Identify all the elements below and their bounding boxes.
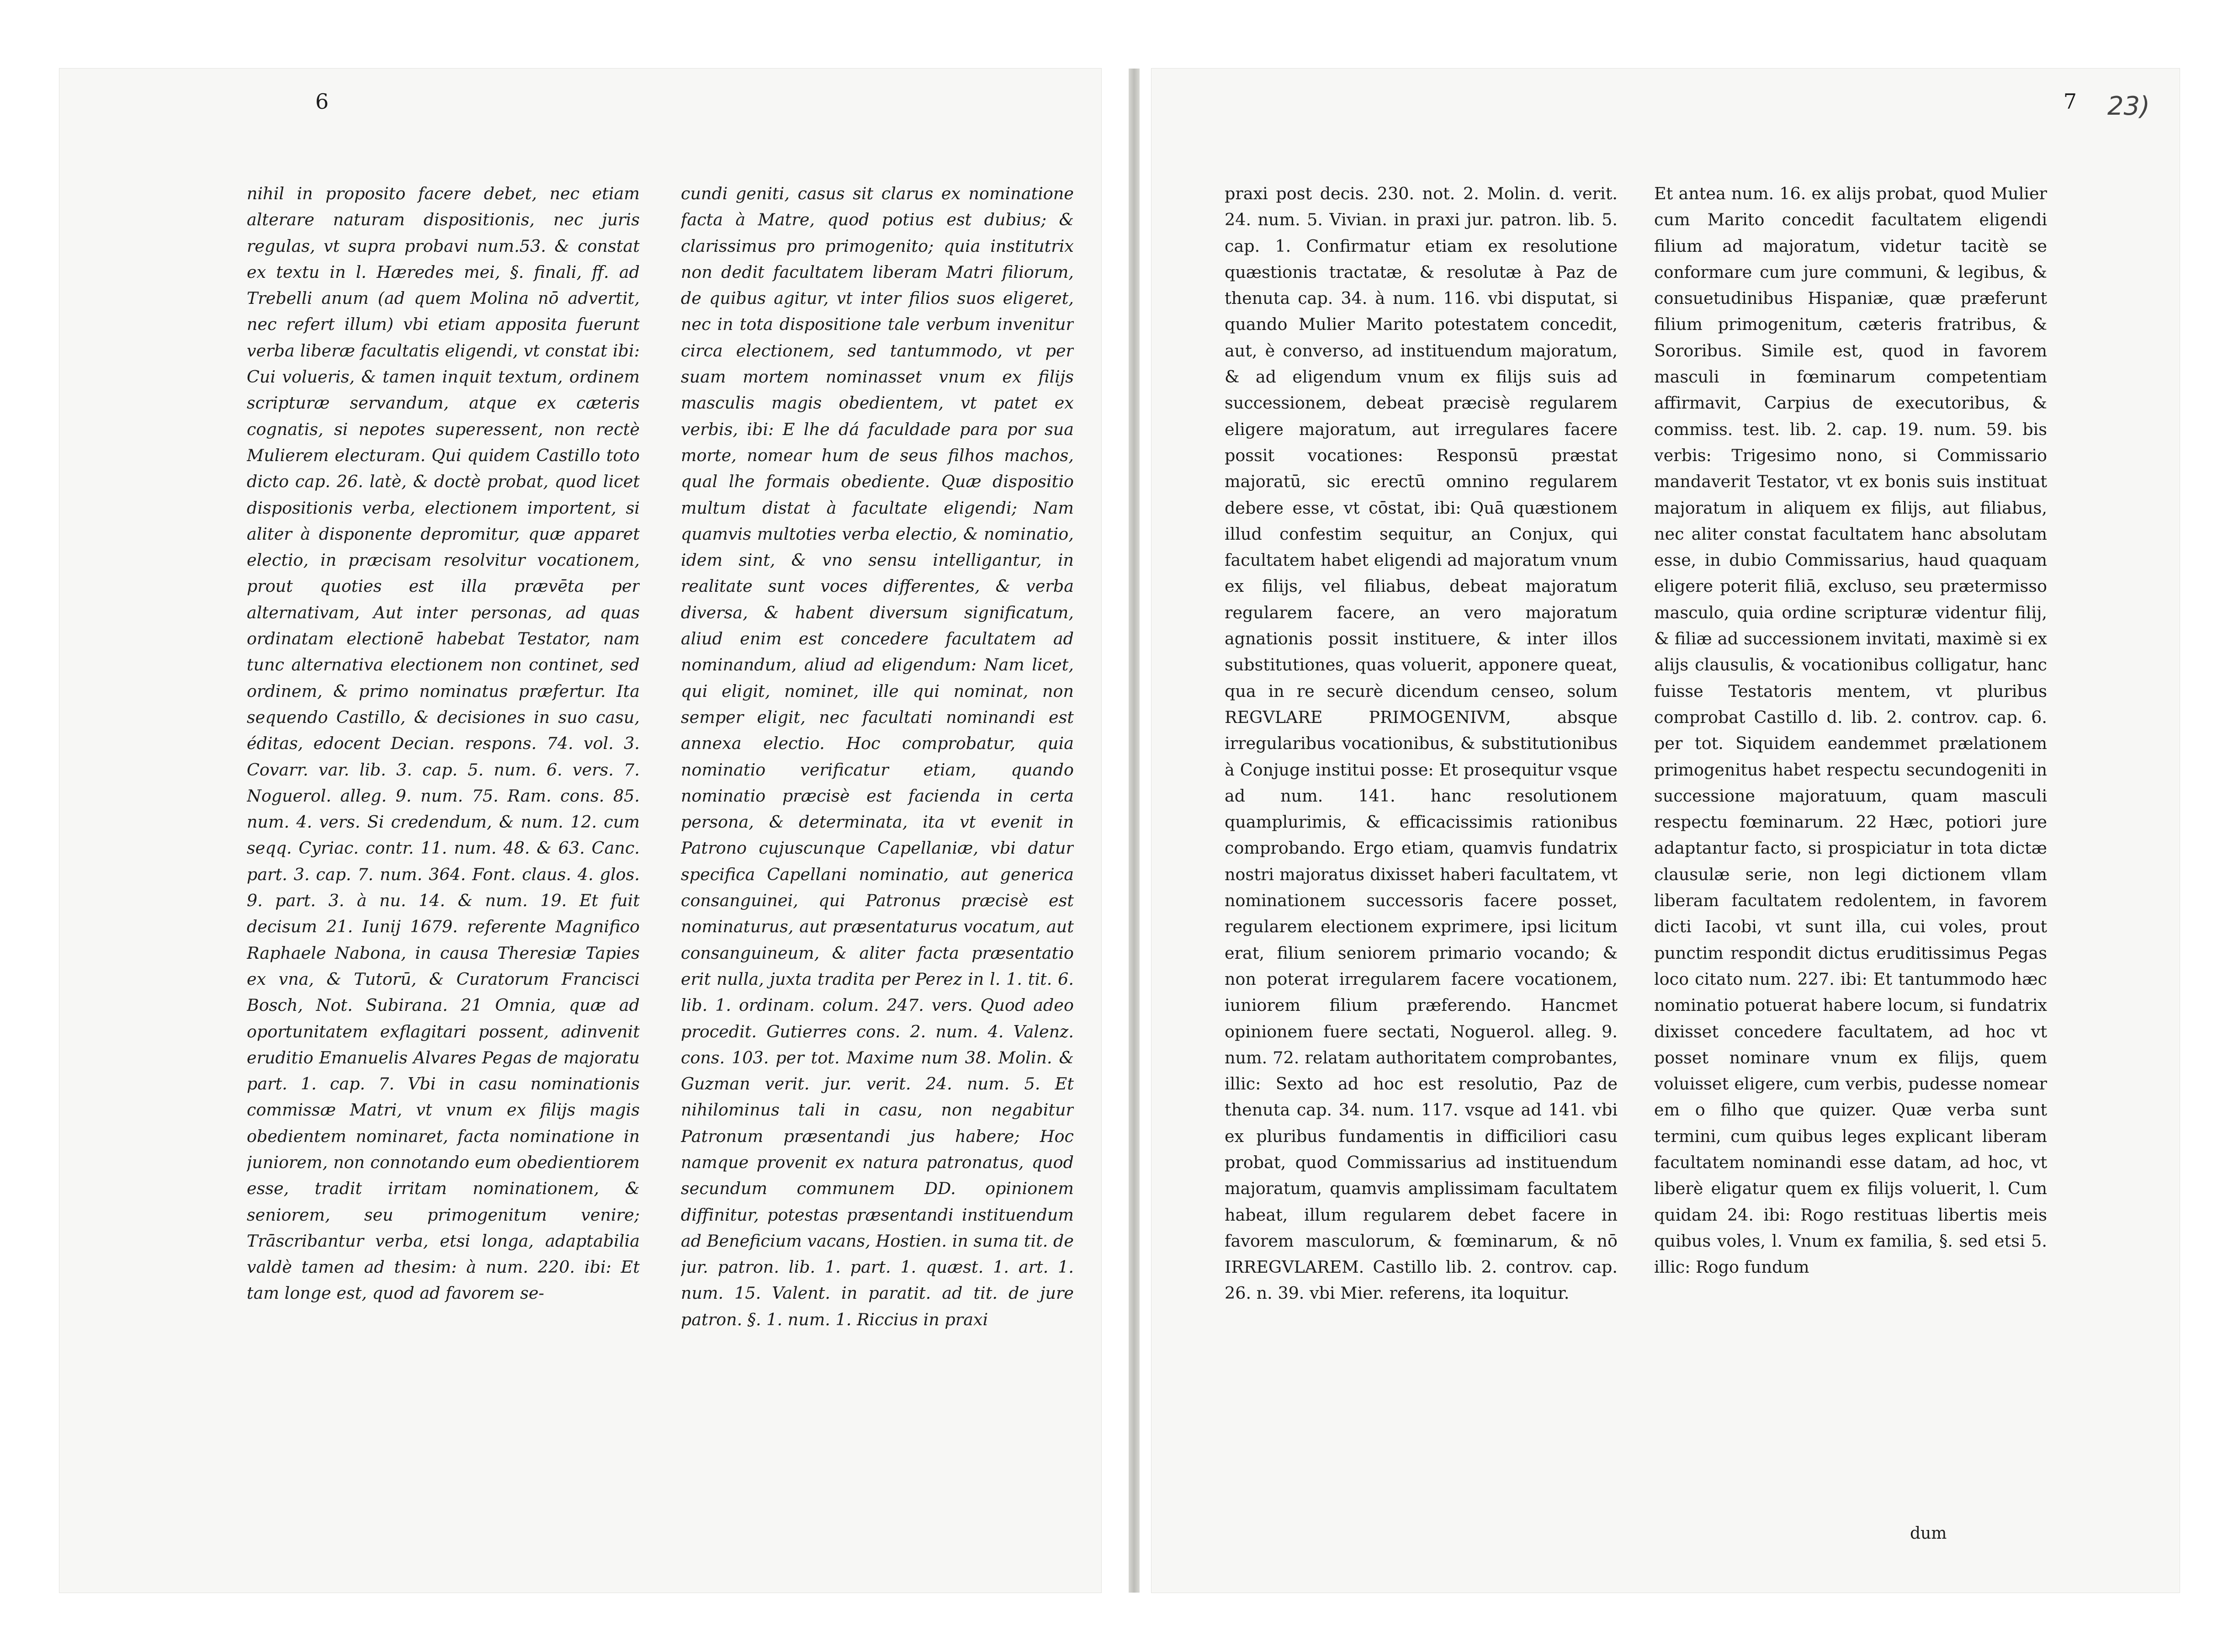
right-page-number: 7 bbox=[2063, 89, 2077, 114]
right-page-column-2 bbox=[1654, 181, 2047, 1515]
handwritten-folio-number: 23) bbox=[2107, 91, 2150, 121]
catchword: dum bbox=[1910, 1524, 1947, 1543]
column-text: Et antea num. 16. ex alijs probat, quod Mulier cum Marito concedit facultatem eligendi filium ad majoratum, videtur tacitè se conformare cum jure communi, & legibus, & consuetudinibus Hispaniæ, quæ præferunt filium primogenitum, cæteris fratribus, & Sororibus. Simile est, quod in favorem masculi in fœminarum competentiam affirmavit, Carpius de executoribus, & commiss. test. lib. 2. cap. 19. num. 59. bis verbis: Trigesimo nono, si Commissario mandaverit Testator, vt ex bonis suis instituat majoratum in aliquem ex filijs, aut filiabus, nec aliter constat facultatem hanc absolutam esse, in dubio Commissarius, haud quaquam eligere poterit filiā, excluso, seu prætermisso masculo, quia ordine scripturæ videntur filij, & filiæ ad successionem invitati, maximè si ex alijs clausulis, & vocationibus colligatur, hanc fuisse Testatoris mentem, vt pluribus comprobat Castillo d. lib. 2. controv. cap. 6. per tot. Siquidem eandemmet prælationem primogenitus habet respectu secundogeniti in successione majoratuum, quam masculi respectu fœminarum. 22 Hæc, potiori jure adaptantur facto, si prospiciatur in tota dictæ clausulæ serie, non legi dictionem vllam liberam facultatem redolentem, in favorem dicti Iacobi, vt sunt illa, cui voles, prout punctim respondit dictus eruditissimus Pegas loco citato num. 227. ibi: Et tantummodo hæc nominatio potuerat habere locum, si fundatrix dixisset concedere facultatem, ad hoc vt posset nominare vnum ex filijs, quem voluisset eligere, cum verbis, pudesse nomear em o filho que quizer. Quæ verba sunt termini, cum quibus leges explicant liberam facultatem nominandi esse datam, ad hoc, vt liberè eligatur quem ex filijs voluerit, l. Cum quidam 24. ibi: Rogo restituas libertis meis quibus voles, l. Vnum ex familia, §. sed etsi 5. illic: Rogo fundum bbox=[1654, 184, 2047, 1277]
column-text: praxi post decis. 230. not. 2. Molin. d. verit. 24. num. 5. Vivian. in praxi jur. patron. lib. 5. cap. 1. Confirmatur etiam ex resolutione quæstionis tractatæ, & resolutæ à Paz de thenuta cap. 34. à num. 116. vbi disputat, si quando Mulier Marito potestatem concedit, aut, è converso, ad instituendum majoratum, & ad eligendum vnum ex filijs suis ad successionem, debeat præcisè regularem eligere majoratum, aut irregulares facere possit vocationes: Responsū præstat majoratū, sic erectū omnino regularem debere esse, vt cōstat, ibi: Quā quæstionem illud confestim sequitur, an Conjux, qui facultatem habet eligendi ad majoratum vnum ex filijs, vel filiabus, debeat majoratum regularem facere, an vero majoratum agnationis possit instituere, & inter illos substitutiones, quas voluerit, apponere queat, qua in re securè dicendum censeo, solum REGVLARE PRIMOGENIVM, absque irregularibus vocationibus, & substitutionibus à Conjuge institui posse: Et prosequitur vsque ad num. 141. hanc resolutionem quamplurimis, & efficacissimis rationibus comprobando. Ergo etiam, quamvis fundatrix nostri majoratus dixisset haberi facultatem, vt nominationem successoris facere posset, regularem electionem exprimere, ipsi licitum erat, filium seniorem primario vocando; & non poterat irregularem facere vocationem, iuniorem filium præferendo. Hancmet opinionem fuere sectati, Noguerol. alleg. 9. num. 72. relatam authoritatem comprobantes, illic: Sexto ad hoc est resolutio, Paz de thenuta cap. 34. num. 117. vsque ad 141. vbi ex pluribus fundamentis in difficiliori casu probat, quod Commissarius ad instituendum majoratum, quamvis amplissimam facultatem habeat, illum regularem debet facere in favorem masculorum, & fœminarum, & nō IRREGVLAREM. Castillo lib. 2. controv. cap. 26. n. 39. vbi Mier. referens, ita loquitur. bbox=[1225, 184, 1618, 1303]
column-text: nihil in proposito facere debet, nec etiam alterare naturam dispositionis, nec juris regulas, vt supra probavi num.53. & constat ex textu in l. Hæredes mei, §. finali, ff. ad Trebelli anum (ad quem Molina nō advertit, nec refert illum) vbi etiam apposita fuerunt verba liberæ facultatis eligendi, vt constat ibi: Cui volueris, & tamen inquit textum, ordinem scripturæ servandum, atque ex cæteris cognatis, si nepotes superessent, non rectè Mulierem electuram. Qui quidem Castillo toto dicto cap. 26. latè, & doctè probat, quod licet dispositionis verba, electionem importent, si aliter à disponente depromitur, quæ apparet electio, in præcisam resolvitur vocationem, prout quoties est illa prævēta per alternativam, Aut inter personas, ad quas ordinatam electionē habebat Testator, nam tunc alternativa electionem non continet, sed ordinem, & primo nominatus præfertur. Ita sequendo Castillo, & decisiones in suo casu, éditas, edocent Decian. respons. 74. vol. 3. Covarr. var. lib. 3. cap. 5. num. 6. vers. 7. Noguerol. alleg. 9. num. 75. Ram. cons. 85. num. 4. vers. Si credendum, & num. 12. cum seqq. Cyriac. contr. 11. num. 48. & 63. Canc. part. 3. cap. 7. num. 364. Font. claus. 4. glos. 9. part. 3. à nu. 14. & num. 19. Et fuit decisum 21. Iunij 1679. referente Magnifico Raphaele Nabona, in causa Theresiæ Tapies ex vna, & Tutorū, & Curatorum Francisci Bosch, Not. Subirana. 21 Omnia, quæ ad oportunitatem exflagitari possent, adinvenit eruditio Emanuelis Alvares Pegas de majoratu part. 1. cap. 7. Vbi in casu nominationis commissæ Matri, vt vnum ex filijs magis obedientem nominaret, facta nominatione in juniorem, non connotando eum obedientiorem esse, tradit irritam nominationem, & seniorem, seu primogenitum venire; Trāscribantur verba, etsi longa, adaptabilia valdè tamen ad thesim: à num. 220. ibi: Et tam longe est, quod ad favorem se- bbox=[247, 184, 640, 1303]
right-page-column-1 bbox=[1225, 181, 1618, 1515]
left-page-column-1 bbox=[247, 181, 640, 1515]
left-page-number: 6 bbox=[315, 89, 329, 114]
left-page-column-2 bbox=[681, 181, 1074, 1515]
column-text: cundi geniti, casus sit clarus ex nominatione facta à Matre, quod potius est dubius; & clarissimus pro primogenito; quia institutrix non dedit facultatem liberam Matri filiorum, de quibus agitur, vt inter filios suos eligeret, nec in tota dispositione tale verbum invenitur circa electionem, sed tantummodo, vt per suam mortem nominasset vnum ex filijs masculis magis obedientem, vt patet ex verbis, ibi: E lhe dá faculdade para por sua morte, nomear hum de seus filhos machos, qual lhe formais obediente. Quæ dispositio multum distat à facultate eligendi; Nam quamvis multoties verba electio, & nominatio, idem sint, & vno sensu intelligantur, in realitate sunt voces differentes, & verba diversa, & habent diversum significatum, aliud enim est concedere facultatem ad nominandum, aliud ad eligendum: Nam licet, qui eligit, nominet, ille qui nominat, non semper eligit, nec facultati nominandi est annexa electio. Hoc comprobatur, quia nominatio verificatur etiam, quando nominatio præcisè est facienda in certa persona, & determinata, ita vt evenit in Patrono cujuscunque Capellaniæ, vbi datur specifica Capellani nominatio, aut generica consanguinei, qui Patronus præcisè est nominaturus, aut præsentaturus vocatum, aut consanguineum, & aliter facta præsentatio erit nulla, juxta tradita per Perez in l. 1. tit. 6. lib. 1. ordinam. colum. 247. vers. Quod adeo procedit. Gutierres cons. 2. num. 4. Valenz. cons. 103. per tot. Maxime num 38. Molin. & Guzman verit. jur. verit. 24. num. 5. Et nihilominus tali in casu, non negabitur Patronum præsentandi jus habere; Hoc namque provenit ex natura patronatus, quod secundum communem DD. opinionem diffinitur, potestas præsentandi instituendum ad Beneficium vacans, Hostien. in suma tit. de jur. patron. lib. 1. part. 1. quæst. 1. art. 1. num. 15. Valent. in paratit. ad tit. de jure patron. §. 1. num. 1. Riccius in praxi bbox=[681, 184, 1074, 1329]
binding-gutter bbox=[1129, 69, 1140, 1593]
